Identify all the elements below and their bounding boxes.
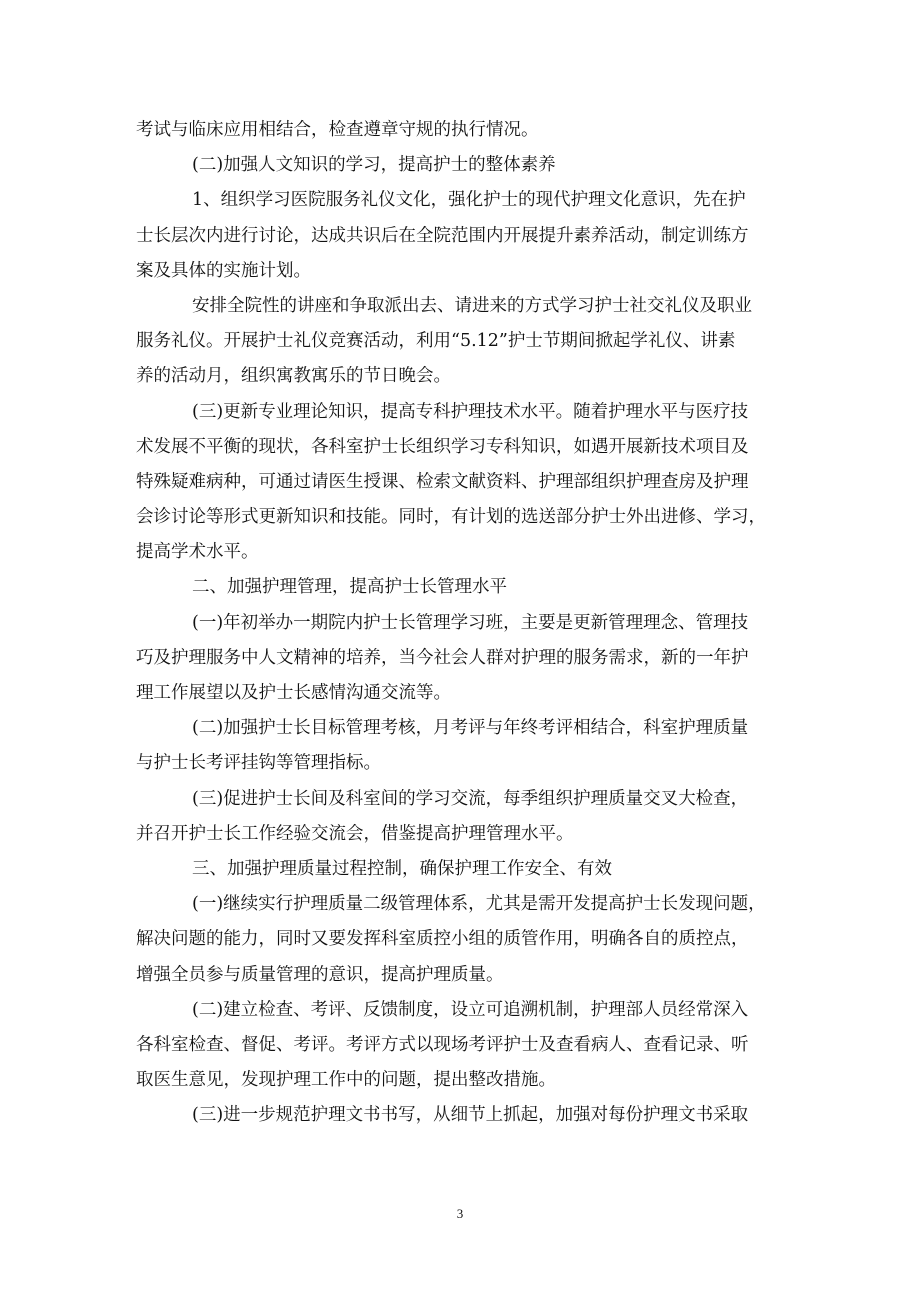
paragraph <box>136 711 784 781</box>
text-line: (三)进一步规范护理文书书写，从细节上抓起，加强对每份护理文书采取 <box>192 1105 749 1126</box>
text-line: (二)建立检查、考评、反馈制度，设立可追溯机制，护理部人员经常深入 <box>192 999 749 1020</box>
text-line: 提高学术水平。 <box>136 542 259 563</box>
text-line: (三)更新专业理论知识，提高专科护理技术水平。随着护理水平与医疗技 <box>192 401 749 422</box>
page-number: 3 <box>456 1206 464 1221</box>
text-line: 特殊疑难病种，可通过请医生授课、检索文献资料、护理部组织护理查房及护理 <box>136 471 749 492</box>
text-line: 与护士长考评挂钩等管理指标。 <box>136 753 381 774</box>
text-line: 并召开护士长工作经验交流会，借鉴提高护理管理水平。 <box>136 823 574 844</box>
text-line: 服务礼仪。开展护士礼仪竞赛活动，利用“5.12”护士节期间掀起学礼仪、讲素 <box>136 331 736 352</box>
text-line: (三)促进护士长间及科室间的学习交流，每季组织护理质量交叉大检查， <box>192 788 749 809</box>
text-line: (二)加强护士长目标管理考核，月考评与年终考评相结合，科室护理质量 <box>192 718 749 739</box>
paragraph <box>136 993 784 1099</box>
paragraph <box>136 1098 784 1133</box>
paragraph <box>136 606 784 712</box>
paragraph <box>136 395 784 571</box>
text-line: (一)年初举办一期院内护士长管理学习班，主要是更新管理理念、管理技 <box>192 612 749 633</box>
text-line: 士长层次内进行讨论，达成共识后在全院范围内开展提升素养活动，制定训练方 <box>136 225 749 246</box>
paragraph <box>136 782 784 852</box>
text-line: 解决问题的能力，同时又要发挥科室质控小组的质管作用，明确各自的质控点， <box>136 929 749 950</box>
text-line: 增强全员参与质量管理的意识，提高护理质量。 <box>136 964 504 985</box>
text-line: (二)加强人文知识的学习，提高护士的整体素养 <box>192 155 556 176</box>
text-line: 理工作展望以及护士长感情沟通交流等。 <box>136 683 451 703</box>
paragraph-section-heading <box>136 570 784 605</box>
paragraph-continuation <box>136 113 784 148</box>
text-line: 案及具体的实施计划。 <box>136 260 311 281</box>
paragraph-section-heading <box>136 148 784 183</box>
text-line: 三、加强护理质量过程控制，确保护理工作安全、有效 <box>192 858 612 879</box>
text-line: 巧及护理服务中人文精神的培养，当今社会人群对护理的服务需求，新的一年护 <box>136 647 749 668</box>
text-line: 术发展不平衡的现状，各科室护士长组织学习专科知识，如遇开展新技术项目及 <box>136 436 749 457</box>
paragraph <box>136 289 784 395</box>
text-line: 会诊讨论等形式更新知识和技能。同时，有计划的选送部分护士外出进修、学习， <box>136 507 766 528</box>
paragraph <box>136 183 784 289</box>
text-line: 安排全院性的讲座和争取派出去、请进来的方式学习护士社交礼仪及职业 <box>192 295 752 316</box>
paragraph <box>136 887 784 993</box>
text-line: 二、加强护理管理，提高护士长管理水平 <box>192 577 507 598</box>
document-body <box>136 113 784 1133</box>
text-line: 取医生意见，发现护理工作中的问题，提出整改措施。 <box>136 1070 556 1091</box>
paragraph-section-heading <box>136 852 784 887</box>
text-line: 养的活动月，组织寓教寓乐的节日晚会。 <box>136 366 451 387</box>
text-line: 各科室检查、督促、考评。考评方式以现场考评护士及查看病人、查看记录、听 <box>136 1034 749 1055</box>
text-line: 考试与临床应用相结合，检查遵章守规的执行情况。 <box>136 120 539 140</box>
text-line: 1、组织学习医院服务礼仪文化，强化护士的现代护理文化意识，先在护 <box>192 190 746 211</box>
text-line: (一)继续实行护理质量二级管理体系，尤其是需开发提高护士长发现问题， <box>192 894 766 915</box>
